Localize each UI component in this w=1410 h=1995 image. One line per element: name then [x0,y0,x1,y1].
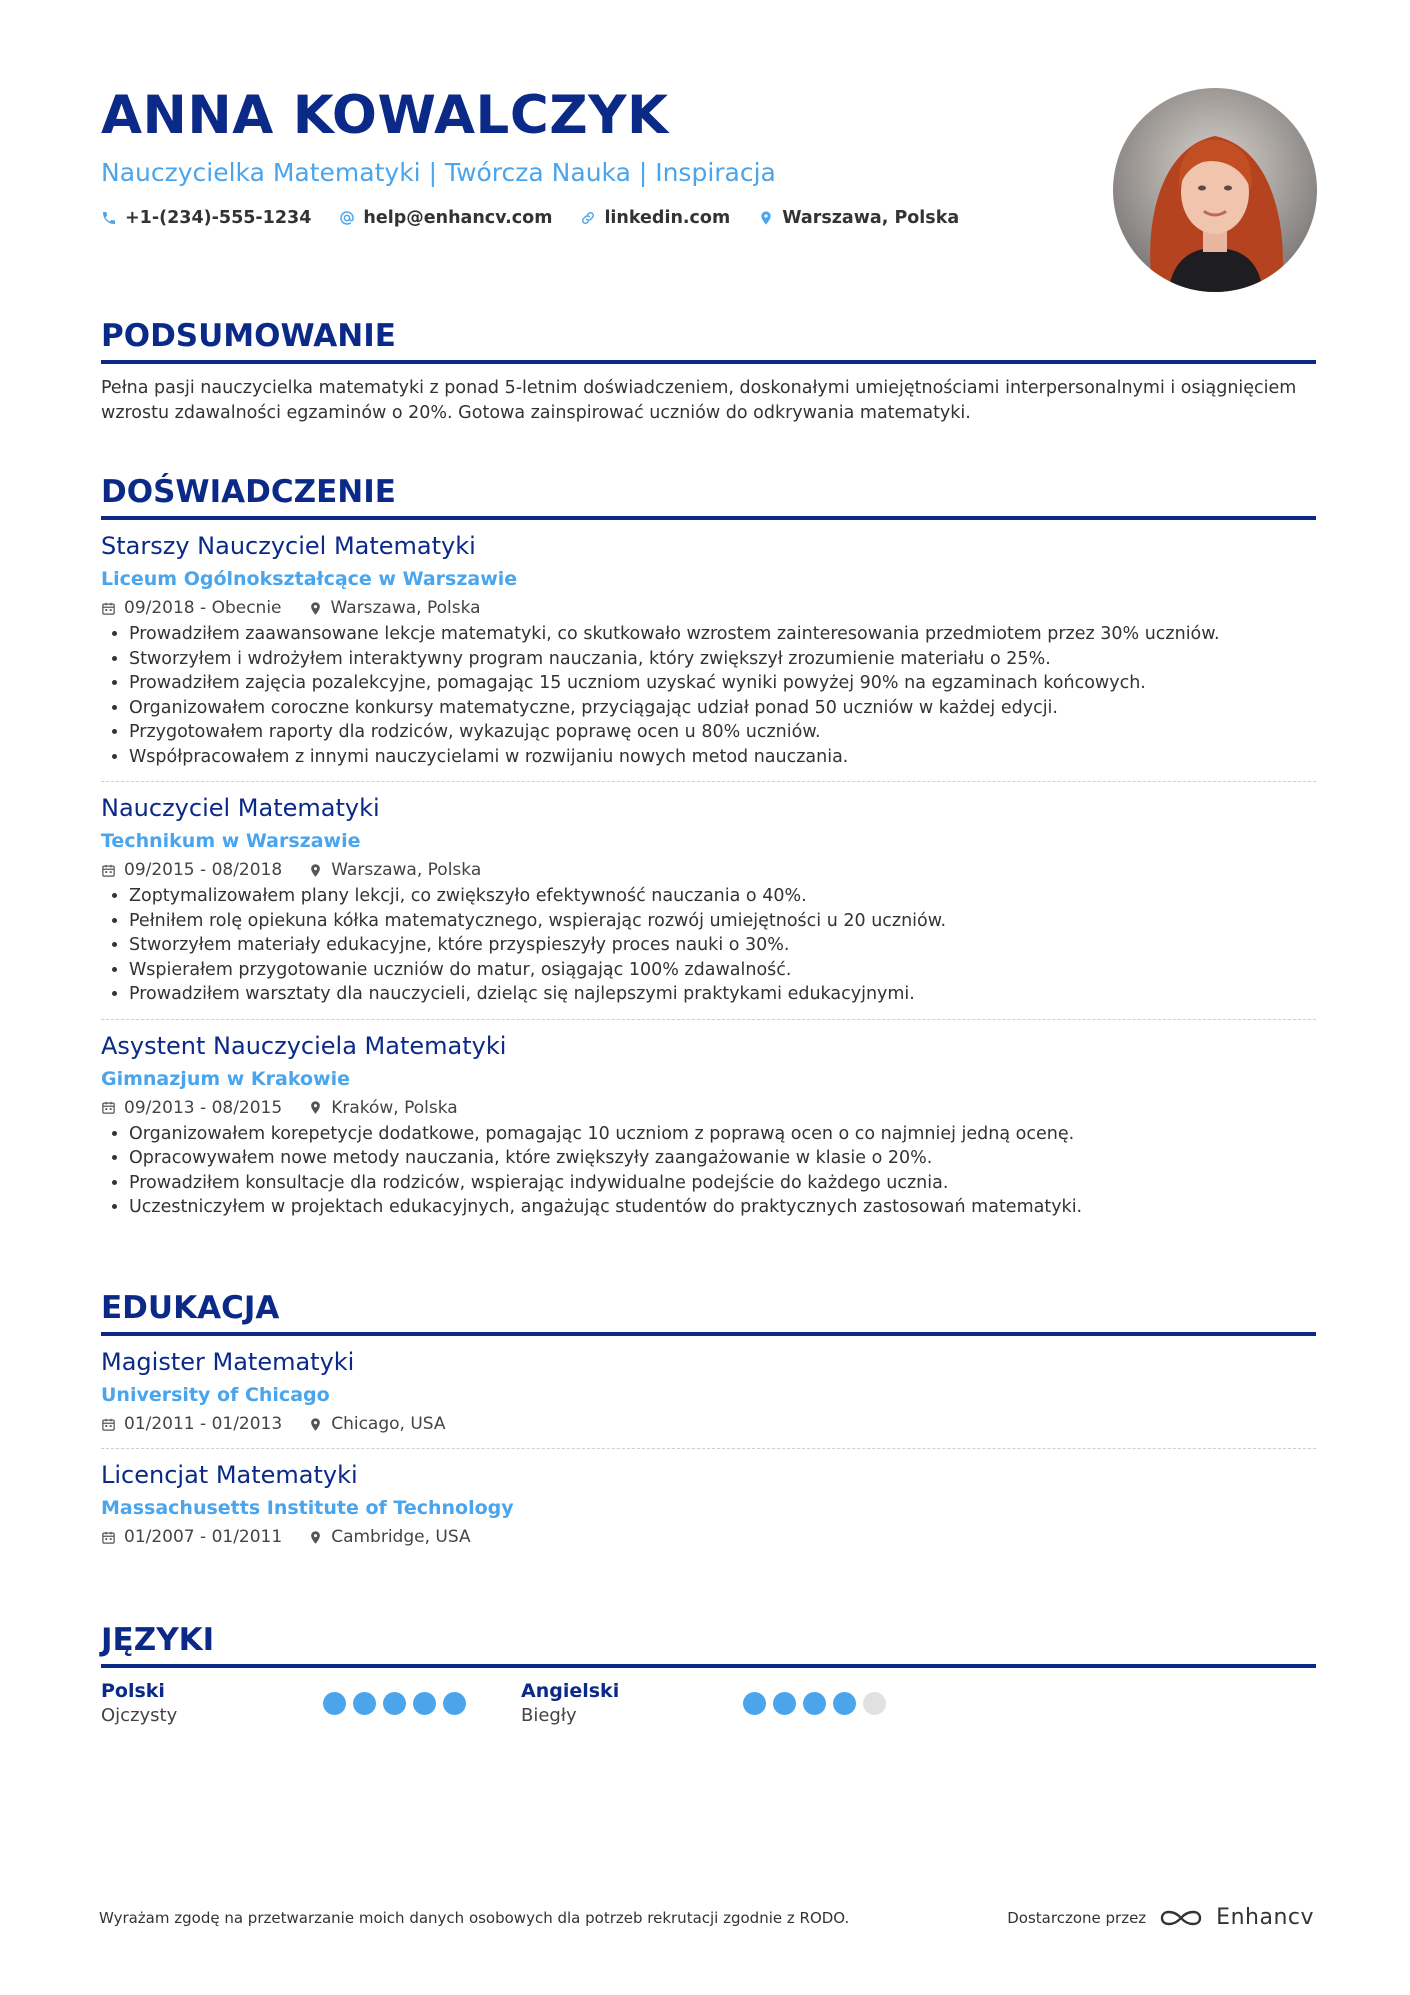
school-name: University of Chicago [101,1384,330,1406]
location-text: Chicago, USA [331,1414,446,1434]
education-entry [101,1449,1316,1561]
achievement-item: • Przygotowałem raporty dla rodziców, wykazując poprawę ocen u 80% uczniów. [129,720,1316,745]
education-title: EDUKACJA [101,1288,1316,1336]
achievement-item: • Zoptymalizowałem plany lekcji, co zwiększyło efektywność nauczania o 40%. [129,884,1316,909]
avatar-illustration [1113,88,1317,292]
date-range [101,596,282,620]
entry-location [308,596,481,620]
entry-meta [101,1525,1316,1549]
summary-section [101,316,1316,426]
job-entry [101,782,1316,1020]
brand-name: Enhancv [1216,1905,1314,1930]
date-range [101,1096,282,1120]
date-range [101,858,282,882]
job-title: Nauczyciel Matematyki [101,794,380,822]
proficiency-dot [743,1692,766,1715]
language-name: Angielski [521,1680,620,1702]
calendar-icon [101,1100,116,1115]
date-text: 09/2018 - Obecnie [124,598,282,618]
achievement-item: • Prowadziłem zajęcia pozalekcyjne, pomagając 15 uczniom uzyskać wyniki powyżej 90% na egzaminach końcowych. [129,671,1316,696]
experience-list [101,520,1316,1232]
contact-email[interactable] [339,208,552,228]
school-name: Massachusetts Institute of Technology [101,1497,514,1519]
summary-text: Pełna pasji nauczycielka matematyki z ponad 5-letnim doświadczeniem, doskonałymi umiejętnościami interpersonalnymi i osiągnięciem wzrostu zdawalności egzaminów o 20%. Gotowa zainspirować uczniów do odkrywania matematyki. [101,378,1297,423]
entry-location [308,1525,470,1549]
entry-location [308,1412,445,1436]
languages-section [101,1620,1316,1728]
consent-text: Wyrażam zgodę na przetwarzanie moich danych osobowych dla potrzeb rekrutacji zgodnie z RODO. [99,1908,850,1927]
location-text: Kraków, Polska [331,1097,458,1118]
contact-phone[interactable] [101,208,311,228]
achievement-item: • Uczestniczyłem w projektach edukacyjnych, angażując studentów do praktycznych zastosowań matematyki. [129,1195,1316,1220]
degree-title: Licencjat Matematyki [101,1461,358,1489]
proficiency-dot [323,1692,346,1715]
date-text: 01/2007 - 01/2011 [124,1527,283,1547]
job-title: Starszy Nauczyciel Matematyki [101,532,476,560]
language-entry [101,1678,521,1728]
job-entry [101,1020,1316,1232]
education-section [101,1288,1316,1561]
entry-location [308,858,481,882]
location-pin-icon [758,210,774,226]
location-pin-icon [308,601,323,616]
location-text: Warszawa, Polska [330,598,481,618]
calendar-icon [101,601,116,616]
achievement-item: • Pełniłem rolę opiekuna kółka matematycznego, wspierając rozwój umiejętności u 20 uczniów. [129,909,1316,934]
company-name: Gimnazjum w Krakowie [101,1067,350,1090]
headline: Nauczycielka Matematyki | Twórcza Nauka | Inspiracja [101,158,776,187]
proficiency-dot [833,1692,856,1715]
location-text: Cambridge, USA [331,1527,471,1547]
language-entry [521,1678,941,1728]
calendar-icon [101,1417,116,1432]
at-icon [339,210,355,226]
enhancv-logo-icon [1158,1906,1204,1930]
location-pin-icon [308,1100,323,1115]
contact-linkedin[interactable] [580,208,730,228]
footer [99,1905,1314,1930]
job-achievements [101,884,1316,1007]
experience-title: DOŚWIADCZENIE [101,472,1316,520]
achievement-item: • Opracowywałem nowe metody nauczania, które zwiększyły zaangażowanie w klasie o 20%. [129,1146,1316,1171]
linkedin-text: linkedin.com [604,208,731,228]
language-name: Polski [101,1680,165,1702]
proficiency-rating [743,1692,886,1728]
phone-icon [101,210,117,226]
job-achievements [101,622,1316,769]
language-level: Biegły [521,1705,577,1726]
entry-location [308,1096,458,1120]
calendar-icon [101,1530,116,1545]
languages-title: JĘZYKI [101,1620,1316,1668]
degree-title: Magister Matematyki [101,1348,355,1376]
location-pin-icon [308,1530,323,1545]
education-entry [101,1336,1316,1449]
proficiency-dot [803,1692,826,1715]
profile-photo [1113,88,1317,292]
job-title: Asystent Nauczyciela Matematyki [101,1031,507,1060]
achievement-item: • Wspierałem przygotowanie uczniów do matur, osiągając 100% zdawalność. [129,958,1316,983]
date-text: 01/2011 - 01/2013 [124,1414,283,1434]
achievement-item: • Prowadziłem zaawansowane lekcje matematyki, co skutkowało wzrostem zainteresowania przedmiotem przez 30% uczniów. [129,622,1316,647]
achievement-item: • Organizowałem korepetycje dodatkowe, pomagając 10 uczniom z poprawą ocen o co najmniej jedną ocenę. [129,1122,1316,1147]
summary-title: PODSUMOWANIE [101,316,1316,364]
achievement-item: • Prowadziłem warsztaty dla nauczycieli, dzieląc się najlepszymi praktykami edukacyjnymi. [129,982,1316,1007]
calendar-icon [101,863,116,878]
contact-location [758,208,959,228]
email-text: help@enhancv.com [363,208,553,228]
languages-list [101,1678,1316,1728]
achievement-item: • Stworzyłem materiały edukacyjne, które przyspieszyły proces nauki o 30%. [129,933,1316,958]
link-icon [580,210,596,226]
proficiency-dot [863,1692,886,1715]
experience-section [101,472,1316,1232]
proficiency-dot [413,1692,436,1715]
job-entry [101,520,1316,782]
proficiency-rating [323,1692,466,1728]
achievement-item: • Prowadziłem konsultacje dla rodziców, wspierając indywidualne podejście do każdego ucznia. [129,1171,1316,1196]
location-text: Warszawa, Polska [782,208,960,228]
proficiency-dot [383,1692,406,1715]
location-pin-icon [308,863,323,878]
company-name: Technikum w Warszawie [101,830,361,852]
language-level: Ojczysty [101,1705,178,1726]
entry-meta [101,1412,1316,1436]
entry-meta [101,1096,1316,1120]
proficiency-dot [353,1692,376,1715]
achievement-item: • Stworzyłem i wdrożyłem interaktywny program nauczania, który zwiększył zrozumienie materiału o 25%. [129,647,1316,672]
entry-meta [101,596,1316,620]
location-pin-icon [308,1417,323,1432]
company-name: Liceum Ogólnokształcące w Warszawie [101,568,518,590]
achievement-item: • Współpracowałem z innymi nauczycielami w rozwijaniu nowych metod nauczania. [129,745,1316,770]
powered-by-text: Dostarczone przez [1007,1908,1147,1927]
proficiency-dot [443,1692,466,1715]
proficiency-dot [773,1692,796,1715]
date-text: 09/2013 - 08/2015 [124,1097,283,1118]
education-list [101,1336,1316,1561]
location-text: Warszawa, Polska [331,860,482,880]
date-range [101,1525,282,1549]
phone-text: +1-(234)-555-1234 [125,208,312,228]
job-achievements [101,1122,1316,1220]
brand-credit[interactable] [1007,1905,1314,1930]
date-range [101,1412,282,1436]
achievement-item: • Organizowałem coroczne konkursy matematyczne, przyciągając udział ponad 50 uczniów w każdej edycji. [129,696,1316,721]
date-text: 09/2015 - 08/2018 [124,860,283,880]
entry-meta [101,858,1316,882]
candidate-name: ANNA KOWALCZYK [101,85,669,146]
